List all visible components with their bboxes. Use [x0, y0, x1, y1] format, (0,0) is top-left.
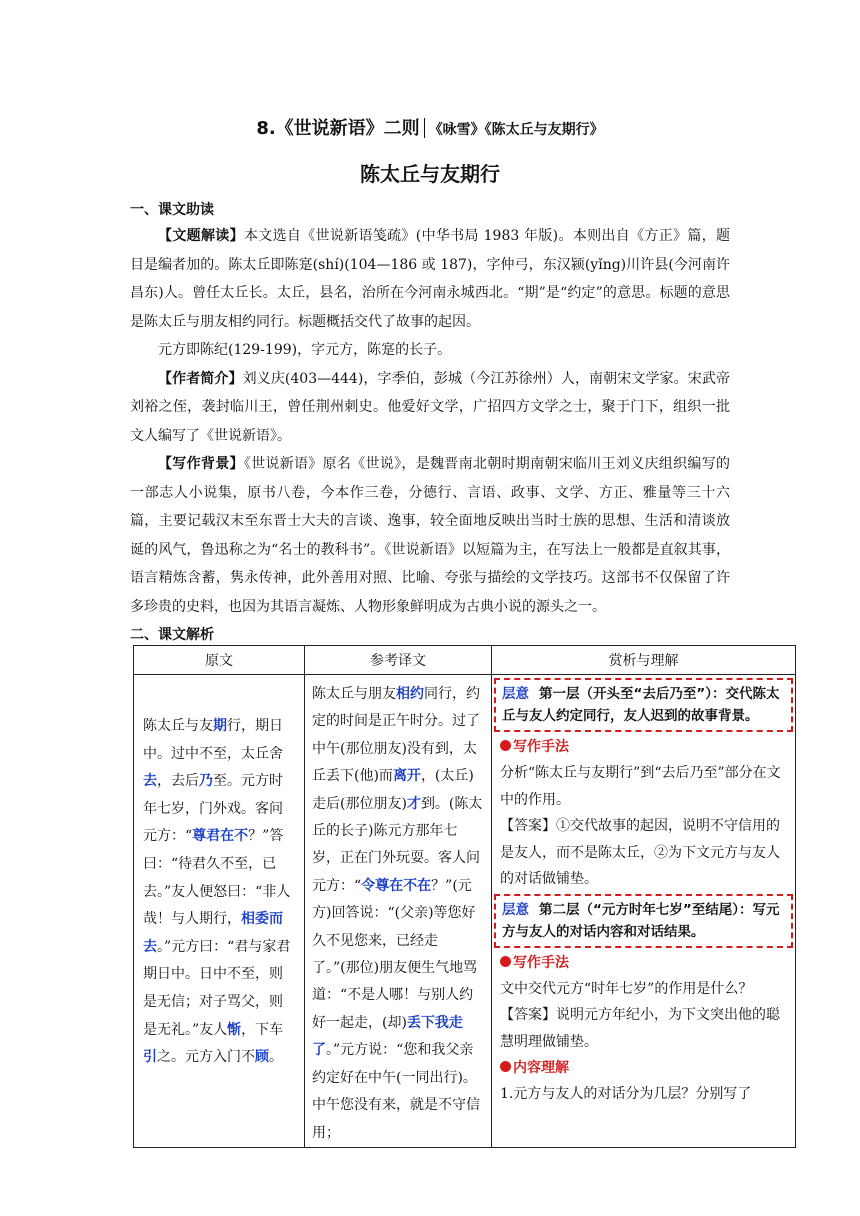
column-header-analysis: 赏析与理解: [492, 646, 796, 675]
analysis-cell: [492, 675, 796, 1148]
content-understanding-heading: 内容理解: [494, 1055, 793, 1081]
answer-text: 【答案】①交代故事的起因，说明不守信用的是友人，而不是陈太丘，②为下文元方与友人的对话做铺垫。: [500, 818, 780, 887]
original-text: [134, 705, 304, 1072]
translation-text-run: 到。(陈太丘的长子)陈元方那年七岁，正在门外玩耍。客人问元方：“: [312, 795, 483, 894]
layer-meaning-box-2: 层意 第二层（“元方时年七岁”至结尾）：写元方与友人的对话内容和对话结果。: [494, 894, 793, 948]
original-highlighted-term: 乃: [199, 773, 213, 790]
analysis-table: [133, 645, 796, 1148]
title-interpretation-paragraph: 【文题解读】本文选自《世说新语笺疏》(中华书局 1983 年版)。本则出自《方正》篇，题目是编者加的。陈太丘即陈寔(shí)(104—186 或 187)，字仲弓，东汉颍(yǐng)川许县(今河南许昌东)人。曾任太丘长。太丘，县名，治所在今河南永城西北。“期”是“约定”的意思。标题的意思是陈太丘与朋友相约同行。标题概括交代了故事的起因。: [130, 228, 731, 330]
translation-text-run: 陈太丘与朋友: [312, 686, 396, 702]
bullet-dot-icon: [500, 740, 511, 751]
writing-technique-heading: 写作手法: [494, 950, 793, 976]
column-header-translation: 参考译文: [305, 646, 492, 675]
table-row: [134, 675, 796, 1148]
section-heading-guide: 一、课文助读: [130, 202, 214, 218]
translation-cell: [305, 675, 492, 1148]
column-header-original: 原文: [134, 646, 305, 675]
original-highlighted-term: 期: [213, 718, 227, 734]
original-text-run: 陈太丘与友: [143, 718, 213, 734]
question-text: 文中交代元方“时年七岁”的作用是什么？: [500, 980, 753, 997]
section-heading-analysis: 二、课文解析: [130, 627, 214, 643]
answer-text: 【答案】说明元方年纪小，为下文突出他的聪慧明理做铺垫。: [500, 1007, 780, 1050]
original-highlighted-term: 相委而去: [143, 911, 283, 955]
translation-highlighted-term: 丢下我走了: [312, 1014, 463, 1059]
author-paragraph: 【作者简介】刘义庆(403—444)，字季伯，彭城（今江苏徐州）人，南朝宋文学家。宋武帝刘裕之侄，袭封临川王，曾任荆州刺史。他爱好文学，广招四方文学之士，聚于门下，组织一批文人编写了《世说新语》。: [130, 370, 730, 444]
yuanfang-paragraph: 元方即陈纪(129-199)，字元方，陈寔的长子。: [158, 342, 452, 358]
article-title: 陈太丘与友期行: [360, 162, 500, 186]
writing-technique-heading: 写作手法: [494, 734, 793, 760]
guide-text: [130, 222, 730, 621]
lesson-subtitle: 《咏雪》《陈太丘与友期行》: [428, 122, 604, 138]
title-divider: [424, 118, 425, 138]
original-text-run: ？”答曰：“待君久不至，已去。”友人便怒曰：“非人哉！与人期行，: [143, 828, 291, 928]
bullet-dot-icon: [500, 956, 511, 967]
original-highlighted-term: 惭: [227, 1021, 242, 1038]
original-highlighted-term: 去: [143, 773, 157, 790]
translation-highlighted-term: 离开: [392, 768, 421, 785]
lesson-title: [0, 114, 860, 140]
question-text: 分析“陈太丘与友期行”到“去后乃至”部分在文中的作用。: [500, 765, 781, 808]
original-text-cell: [134, 675, 305, 1148]
table-header-row: [134, 646, 796, 675]
translation-text-run: ，(太丘)走后(那位朋友): [312, 768, 474, 812]
layer-label: 层意: [502, 686, 529, 702]
translation-highlighted-term: 才: [406, 795, 421, 812]
bullet-dot-icon: [500, 1061, 511, 1072]
original-text-run: 至。元方时年七岁，门外戏。客问元方：“: [143, 773, 283, 845]
original-text-run: ，去后: [157, 773, 199, 790]
translation-text-run: 。”元方说：“您和我父亲约定好在中午(一同出行)。中午您没有来，就是不守信用；: [312, 1042, 480, 1141]
translation-text: [305, 675, 491, 1147]
original-highlighted-term: 尊君在不: [192, 828, 249, 845]
translation-text-run: 同行，约定的时间是正午时分。过了中午(那位朋友)没有到，太丘丢下(他)而: [312, 686, 480, 785]
translation-highlighted-term: 相约: [396, 686, 424, 702]
translation-highlighted-term: 令尊在不在: [361, 877, 432, 894]
question-text: 1.元方与友人的对话分为几层？分别写了: [500, 1086, 752, 1102]
original-text-run: 之。元方入门不: [157, 1049, 255, 1066]
lesson-title-main: 8.《世说新语》二则: [256, 118, 420, 139]
original-text-run: 。: [269, 1049, 283, 1066]
original-text-run: 。”元方曰：“君与家君期日中。日中不至，则是无信；对子骂父，则是无礼。”友人: [143, 938, 291, 1038]
original-highlighted-term: 顾: [255, 1049, 269, 1066]
translation-text-run: ？”(元方)回答说：“(父亲)等您好久不见您来，已经走了。”(那位)朋友便生气地骂道：“不是人哪！与别人约好一起走，(却): [312, 877, 478, 1031]
original-text-run: 行，期日中。过中不至，太丘舍: [143, 718, 283, 762]
original-highlighted-term: 引: [143, 1049, 157, 1066]
background-paragraph: 【写作背景】《世说新语》原名《世说》，是魏晋南北朝时期南朝宋临川王刘义庆组织编写的一部志人小说集，原书八卷，今本作三卷，分德行、言语、政事、文学、方正、雅量等三十六篇，主要记载汉末至东晋士大夫的言谈、逸事，较全面地反映出当时士族的思想、生活和清谈放诞的风气，鲁迅称之为“名士的教科书”。《世说新语》以短篇为主，在写法上一般都是直叙其事，语言精炼含蓄，隽永传神，此外善用对照、比喻、夸张与描绘的文学技巧。这部书不仅保留了许多珍贵的史料，也因为其语言凝炼、人物形象鲜明成为古典小说的源头之一。: [130, 456, 731, 615]
layer-label: 层意: [502, 901, 529, 918]
original-text-run: ，下车: [241, 1021, 284, 1038]
layer-meaning-box-1: 层意 第一层（开头至“去后乃至”）：交代陈太丘与友人约定同行，友人迟到的故事背景。: [494, 678, 793, 732]
